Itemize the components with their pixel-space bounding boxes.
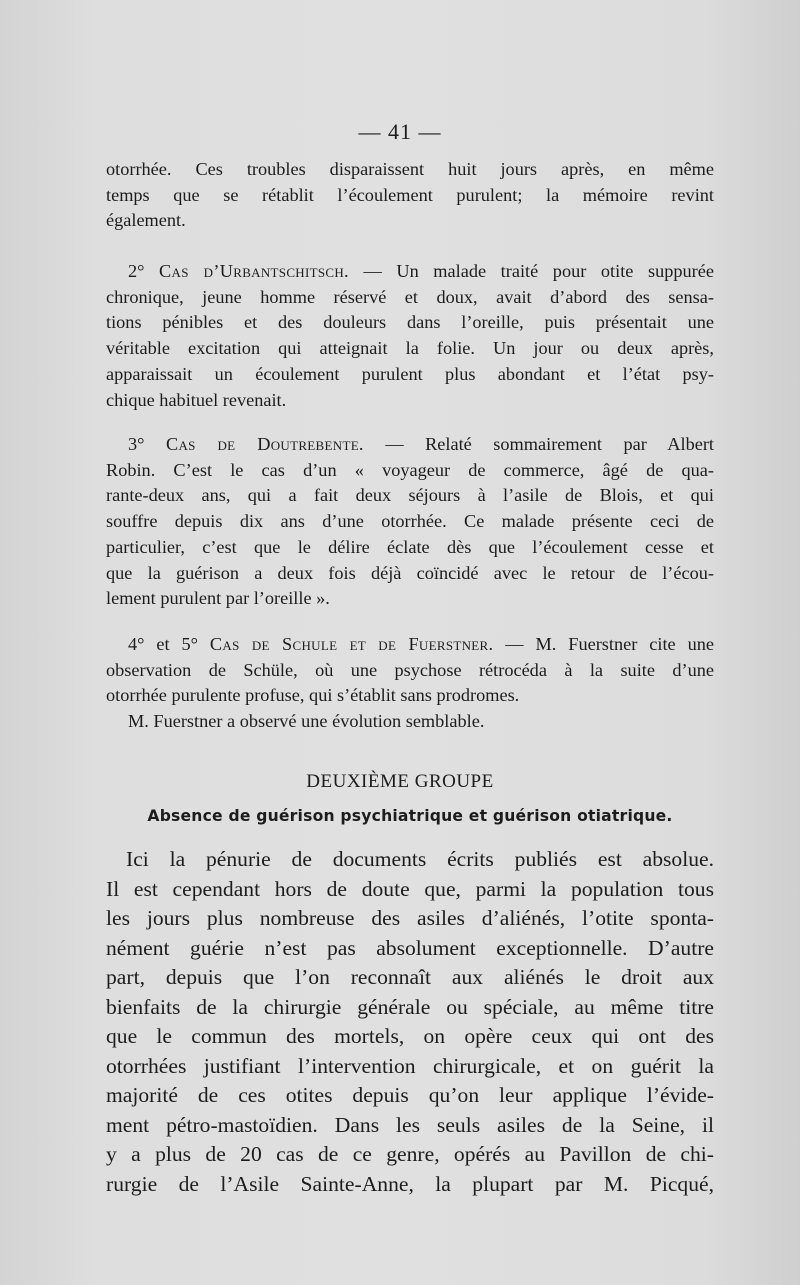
- text-line: otorrhée. Ces troubles disparaissent huit jours après, en même: [106, 159, 714, 179]
- text-line: Robin. C’est le cas d’un « voyageur de commerce, âgé de qua-: [106, 459, 714, 480]
- main-paragraph: [106, 845, 714, 1199]
- case-number: 3°: [128, 434, 145, 454]
- text-line: souffre depuis dix ans d’une otorrhée. Ce malade présente ceci de: [106, 511, 714, 532]
- page-number: — 41 —: [358, 119, 442, 144]
- text-line: otorrhées justifiant l’intervention chirurgicale, et on guérit la: [106, 1053, 714, 1078]
- section-subheading: Absence de guérison psychiatrique et guérison otiatrique.: [147, 807, 673, 825]
- text-line: observation de Schüle, où une psychose rétrocéda à la suite d’une: [106, 659, 714, 680]
- text-line: otorrhée purulente profuse, qui s’établit sans prodromes.: [106, 685, 520, 706]
- text-line: les jours plus nombreuse des asiles d’aliénés, l’otite sponta-: [106, 906, 714, 930]
- text-line: rurgie de l’Asile Sainte-Anne, la plupart par M. Picqué,: [106, 1171, 714, 1196]
- case-title: Cas de Doutrebente.: [165, 434, 364, 454]
- text-line: particulier, c’est que le délire éclate dès que l’écoulement cesse et: [106, 536, 714, 557]
- continuation-paragraph: [106, 157, 714, 234]
- text-fragment: — Un malade traité pour otite suppurée: [348, 261, 714, 281]
- text-line: chique habituel revenait.: [106, 389, 287, 410]
- text-line: y a plus de 20 cas de ce genre, opérés au Pavillon de chi-: [106, 1142, 714, 1166]
- case-title: Cas d’Urbantschitsch.: [159, 261, 349, 281]
- section-heading: DEUXIÈME GROUPE: [306, 771, 494, 792]
- text-line: rante-deux ans, qui a fait deux séjours à l’asile de Blois, et qui: [106, 485, 714, 506]
- text-line: que le commun des mortels, on opère ceux qui ont des: [106, 1024, 714, 1048]
- case-2-paragraph: [106, 259, 714, 413]
- case-number: 4° et 5°: [128, 634, 198, 654]
- case-3-paragraph: [106, 432, 714, 612]
- text-line: véritable excitation qui atteignait la folie. Un jour ou deux après,: [106, 338, 714, 359]
- text-fragment: — Relaté sommairement par Albert: [363, 434, 714, 454]
- text-line: [106, 432, 714, 458]
- text-line: majorité de ces otites depuis qu’on leur applique l’évide-: [106, 1083, 714, 1107]
- case-4-5-paragraph: [106, 632, 714, 735]
- text-line: que la guérison a deux fois déjà coïncidé avec le retour de l’écou-: [106, 562, 714, 583]
- text-line: également.: [106, 210, 186, 231]
- text-line: Ici la pénurie de documents écrits publiés est absolue.: [126, 847, 714, 871]
- text-line: nément guérie n’est pas absolument exceptionnelle. D’autre: [106, 935, 714, 960]
- text-line: chronique, jeune homme réservé et doux, avait d’abord des sensa-: [106, 286, 714, 307]
- text-fragment: — M. Fuerstner cite une: [493, 634, 714, 654]
- text-line: apparaissait un écoulement purulent plus abondant et l’état psy-: [106, 363, 714, 384]
- text-line: bienfaits de la chirurgie générale ou spéciale, au même titre: [106, 994, 714, 1019]
- text-line: Il est cependant hors de doute que, parmi la population tous: [106, 876, 714, 901]
- text-line: [106, 259, 714, 285]
- text-line: [106, 632, 714, 658]
- text-line: M. Fuerstner a observé une évolution semblable.: [128, 711, 485, 732]
- case-title: Cas de Schule et de Fuerstner.: [209, 634, 494, 654]
- text-line: lement purulent par l’oreille ».: [106, 588, 330, 609]
- text-line: part, depuis que l’on reconnaît aux aliénés le droit aux: [106, 965, 714, 989]
- text-line: temps que se rétablit l’écoulement purulent; la mémoire revint: [106, 184, 714, 205]
- text-line: ment pétro-mastoïdien. Dans les seuls asiles de la Seine, il: [106, 1112, 714, 1137]
- text-line: tions pénibles et des douleurs dans l’oreille, puis présentait une: [106, 312, 714, 333]
- case-number: 2°: [128, 261, 145, 281]
